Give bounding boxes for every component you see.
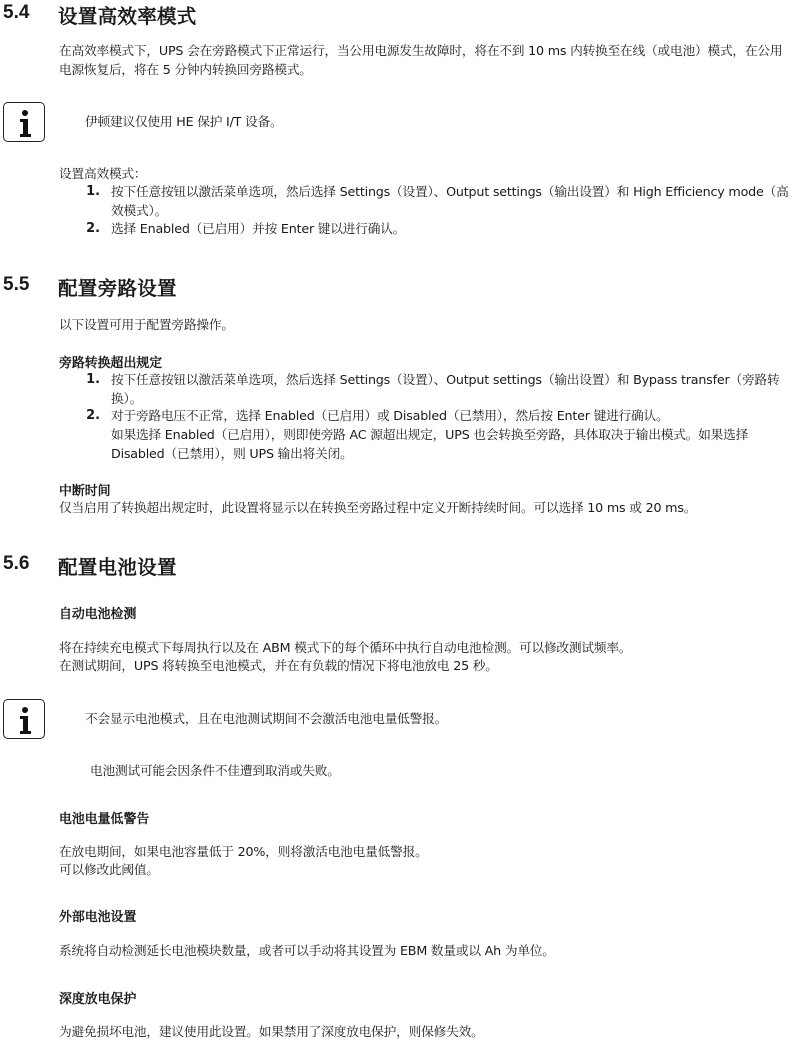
battery-note-2: 电池测试可能会因条件不佳遭到取消或失败。 [90,763,340,778]
subheading-interrupt-time: 中断时间 [59,484,111,499]
section-5-4-steps-heading: 设置高效模式： [59,166,147,181]
auto-test-line-2: 在测试期间，UPS 将转换至电池模式，并在有负载的情况下将电池放电 25 秒。 [59,658,498,673]
step-number: 1. [86,184,100,199]
section-number-5-4: 5.4 [3,2,30,23]
step-number: 1. [86,372,100,387]
external-battery-text: 系统将自动检测延长电池模块数量，或者可以手动将其设置为 EBM 数量或以 Ah 为单位。 [59,943,555,958]
interrupt-time-text: 仅当启用了转换超出规定时，此设置将显示以在转换至旁路过程中定义开断持续时间。可以选择 10 ms 或 20 ms。 [59,500,697,515]
section-title-5-4: 设置高效率模式 [58,5,197,28]
step-text: 选择 Enabled（已启用）并按 Enter 键以进行确认。 [111,221,406,236]
subheading-bypass-transfer: 旁路转换超出规定 [59,356,163,371]
subheading-external-battery: 外部电池设置 [59,910,137,925]
section-title-5-6: 配置电池设置 [58,556,177,579]
subheading-auto-battery-test: 自动电池检测 [59,607,137,622]
section-number-5-6: 5.6 [3,553,30,574]
section-5-4-intro: 在高效率模式下，UPS 会在旁路模式下正常运行，当公用电源发生故障时，将在不到 10 ms 内转换至在线（或电池）模式，在公用电源恢复后，将在 5 分钟内转换回旁路模式。 [59,43,783,77]
step-text: 对于旁路电压不正常，选择 Enabled（已启用）或 Disabled（已禁用），然后按 Enter 键进行确认。 [111,408,669,423]
step-number: 2. [86,408,100,423]
low-battery-line-2: 可以修改此阈值。 [59,862,159,877]
subheading-deep-discharge: 深度放电保护 [59,992,137,1007]
step-text: 按下任意按钮以激活菜单选项，然后选择 Settings（设置）、Output settings（输出设置）和 High Efficiency mode（高效模式）。 [111,184,789,218]
step-text: 按下任意按钮以激活菜单选项，然后选择 Settings（设置）、Output settings（输出设置）和 Bypass transfer（旁路转换）。 [111,372,780,406]
info-icon [3,699,45,739]
auto-test-line-1: 将在持续充电模式下每周执行以及在 ABM 模式下的每个循环中执行自动电池检测。可以修改测试频率。 [59,640,632,655]
section-5-4-note: 伊顿建议仅使用 HE 保护 I/T 设备。 [85,114,283,129]
battery-note-1: 不会显示电池模式，且在电池测试期间不会激活电池电量低警报。 [85,711,448,726]
section-number-5-5: 5.5 [3,274,30,295]
section-title-5-5: 配置旁路设置 [58,277,177,300]
info-icon [3,102,45,142]
deep-discharge-text: 为避免损坏电池，建议使用此设置。如果禁用了深度放电保护，则保修失效。 [59,1024,484,1039]
step-continuation: 如果选择 Enabled（已启用），则即使旁路 AC 源超出规定，UPS 也会转换至旁路，具体取决于输出模式。如果选择 Disabled（已禁用），则 UPS 输出将关闭。 [111,427,749,461]
low-battery-line-1: 在放电期间，如果电池容量低于 20%，则将激活电池电量低警报。 [59,844,428,859]
step-number: 2. [86,221,100,236]
subheading-low-battery: 电池电量低警告 [59,812,150,827]
section-5-5-intro: 以下设置可用于配置旁路操作。 [59,317,234,332]
